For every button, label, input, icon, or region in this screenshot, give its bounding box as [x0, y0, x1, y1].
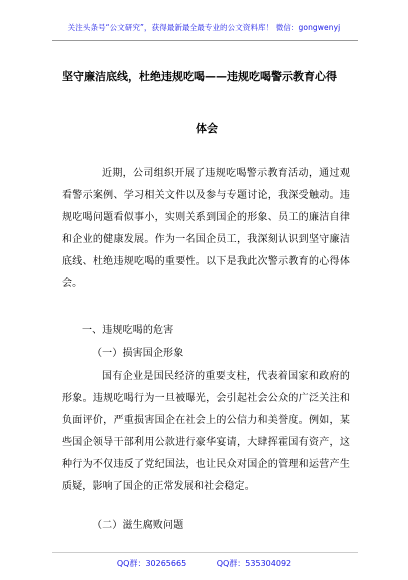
section-heading-harms: 一、违规吃喝的危害 [82, 325, 174, 336]
header-promo: 关注头条号“公文研究”，获得最新最全最专业的公文资料库！ 微信：gongwenyj [67, 23, 341, 32]
document-title-line2: 体会 [196, 122, 218, 135]
subheading-corruption: （二）滋生腐败问题 [92, 520, 184, 531]
intro-paragraph: 近期，公司组织开展了违规吃喝警示教育活动，通过观看警示案例、学习相关文件以及参与专题讨论，我深受触动。违规吃喝问题看似事小，实则关系到国企的形象、员工的廉洁自律和企业的健康发展。作为一名国企员工，我深刻认识到坚守廉洁底线、杜绝违规吃喝的重要性。以下是我此次警示教育的心得体会。 [62, 168, 350, 289]
footer-qq2: QQ群：535304092 [216, 559, 292, 568]
footer-qq1: QQ群：30265665 [116, 559, 187, 568]
document-title-line1: 坚守廉洁底线，杜绝违规吃喝——违规吃喝警示教育心得 [62, 70, 337, 83]
subheading-image: （一）损害国企形象 [92, 348, 184, 359]
footer-divider [52, 552, 358, 553]
footer-contacts [0, 558, 408, 569]
image-paragraph: 国有企业是国民经济的重要支柱，代表着国家和政府的形象。违规吃喝行为一旦被曝光，会引起社会公众的广泛关注和负面评价，严重损害国企在社会上的公信力和美誉度。例如，某些国企领导干部利用公款进行豪华宴请，大肆挥霍国有资产，这种行为不仅违反了党纪国法，也让民众对国企的管理和运营产生质疑，影响了国企的正常发展和社会稳定。 [62, 371, 350, 492]
header-divider [52, 40, 358, 41]
